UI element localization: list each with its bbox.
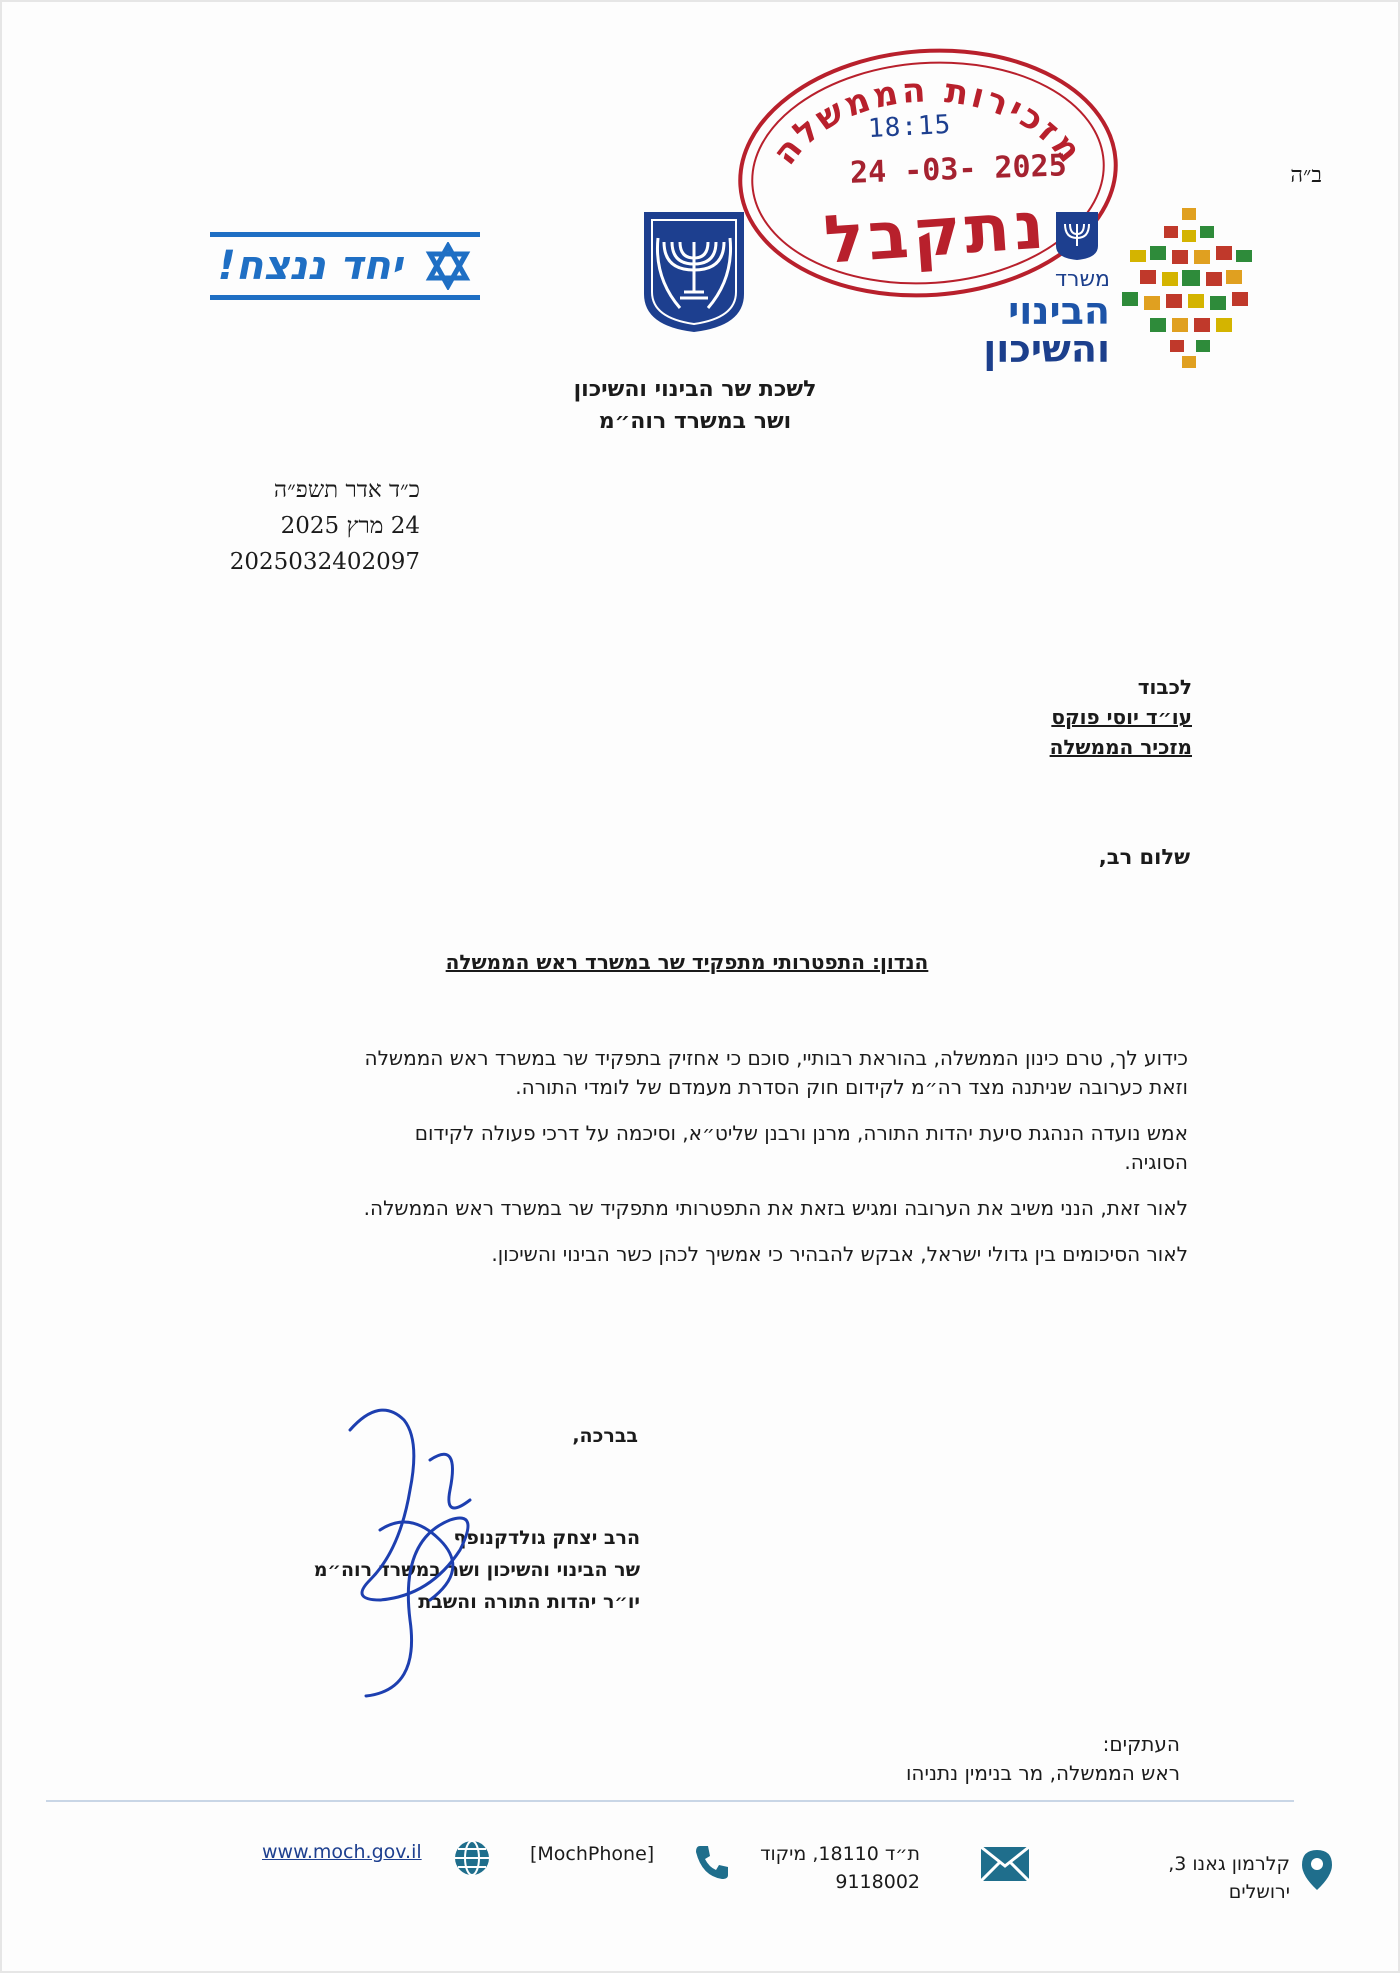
footer-po-box xyxy=(730,1840,920,1896)
signer-role-2: יו״ר יהדות התורה והשבת xyxy=(418,1591,640,1613)
ministry-logo-line3: והשיכון xyxy=(983,327,1110,371)
footer-divider xyxy=(46,1800,1294,1802)
gregorian-date: 24 מרץ 2025 xyxy=(280,513,420,539)
copies-entry-1: ראש הממשלה, מר בנימין נתניהו xyxy=(905,1761,1180,1785)
footer-address-line1: קלרמון גאנו 3, xyxy=(1168,1853,1290,1875)
footer-phone: [MochPhone] xyxy=(530,1843,655,1865)
recipient-title: מזכיר הממשלה xyxy=(1049,735,1192,759)
office-line2: ושר במשרד רוה״מ xyxy=(598,409,792,434)
stamp-org-text: מזכירות הממשלה xyxy=(764,70,1092,173)
signer-name: הרב יצחק גולדקנופף xyxy=(453,1527,640,1549)
body-p1-line1: כידוע לך, טרם כינון הממשלה, בהוראת רבותיי, סוכם כי אחזיק בתפקיד שר במשרד ראש הממשלה xyxy=(364,1046,1188,1070)
reference-number: 2025032402097 xyxy=(229,549,420,575)
body-paragraph-4: לאור הסיכומים בין גדולי ישראל, אבקש להבהיר כי אמשיך לכהן כשר הבינוי והשיכון. xyxy=(491,1242,1188,1266)
office-line1: לשכת שר הבינוי והשיכון xyxy=(573,377,817,402)
closing-blessing: בברכה, xyxy=(572,1425,638,1447)
recipient-honorific: לכבוד xyxy=(1137,675,1192,699)
campaign-logo-text: יחד ננצח! xyxy=(217,243,403,289)
ministry-logo-line2: הבינוי xyxy=(1008,289,1110,333)
footer-address-line2: ירושלים xyxy=(1228,1881,1290,1903)
body-p2-line1: אמש נועדה הנהגת סיעת יהדות התורה, מרנן ורבנן שליט״א, וסיכמה על דרכי פעולה לקידום xyxy=(414,1121,1188,1145)
stamp-time: 18:15 xyxy=(867,109,953,145)
star-of-david-icon xyxy=(424,242,472,290)
greeting: שלום רב, xyxy=(1098,845,1190,869)
recipient-name: עו״ד יוסי פוקס xyxy=(1051,705,1192,729)
ministry-emblem-icon xyxy=(1054,210,1100,262)
body-paragraph-1 xyxy=(188,1044,1188,1102)
location-pin-icon xyxy=(1300,1848,1334,1892)
bh-header: ב״ה xyxy=(1290,163,1322,188)
body-p1-line2: וזאת כערובה שניתנה מצד רה״מ לקידום חוק הסדרת מעמדם של לומדי התורה. xyxy=(515,1075,1188,1099)
footer-website-link[interactable]: www.moch.gov.il xyxy=(262,1841,422,1863)
handwritten-signature xyxy=(340,1400,520,1700)
office-header xyxy=(540,374,850,438)
globe-icon xyxy=(452,1838,492,1878)
body-paragraph-3: לאור זאת, הנני משיב את הערובה ומגיש בזאת את התפטרותי מתפקיד שר במשרד ראש הממשלה. xyxy=(363,1196,1188,1220)
ministry-houses-logo-icon xyxy=(1120,206,1260,372)
footer-address xyxy=(1140,1850,1290,1906)
campaign-logo xyxy=(210,232,480,300)
campaign-logo-bar-top xyxy=(210,232,480,237)
ministry-logo-line1: משרד xyxy=(1055,267,1110,292)
body-p2-line2: הסוגיה. xyxy=(1124,1150,1188,1174)
letter-body xyxy=(188,1044,1188,1286)
stamp-received: נתקבל xyxy=(821,186,1051,279)
copies-block xyxy=(780,1730,1180,1788)
phone-icon xyxy=(692,1842,732,1882)
body-paragraph-2 xyxy=(188,1119,1188,1177)
signer-role-1: שר הבינוי והשיכון ושר במשרד רוה״מ xyxy=(313,1559,640,1581)
campaign-logo-bar-bottom xyxy=(210,295,480,300)
copies-label: העתקים: xyxy=(1102,1732,1180,1756)
footer-po-line1: ת״ד 18110, מיקוד xyxy=(760,1843,920,1865)
hebrew-date: כ״ד אדר תשפ״ה xyxy=(273,477,420,503)
recipient-block xyxy=(892,672,1192,762)
subject-line: הנדון: התפטרותי מתפקיד שר במשרד ראש הממשלה xyxy=(445,950,929,974)
stamp-date: 24 -03- 2025 xyxy=(849,148,1068,191)
mail-icon xyxy=(980,1846,1030,1882)
footer-po-line2: 9118002 xyxy=(835,1871,920,1893)
ministry-logo xyxy=(960,268,1110,372)
date-block xyxy=(210,472,420,580)
